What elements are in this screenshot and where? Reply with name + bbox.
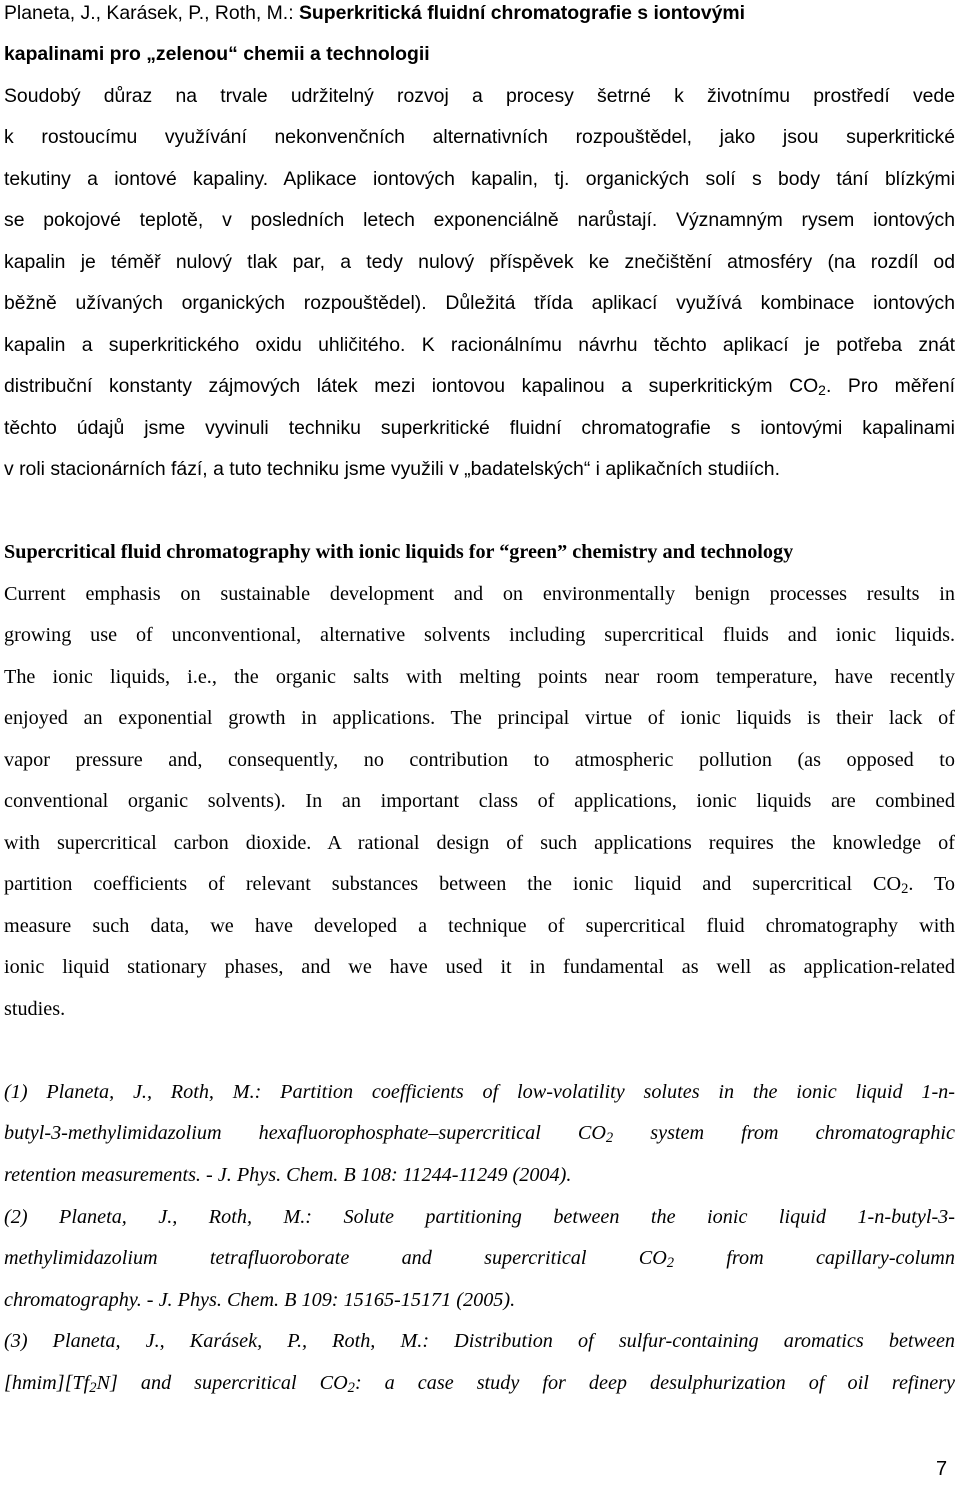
czech-body-text: . Pro měření: [825, 375, 956, 397]
czech-body-line: k rostoucímu využívání nekonvenčních alternativních rozpouštědel, jako jsou superkritické: [4, 126, 955, 148]
reference-1-line: retention measurements. - J. Phys. Chem. B 108: 11244-11249 (2004).: [4, 1164, 572, 1186]
subscript: 2: [818, 382, 826, 399]
english-body-line: ionic liquid stationary phases, and we have used it in fundamental as well as application-related: [4, 956, 955, 978]
reference-1-line: [4, 1122, 955, 1145]
czech-title-line-2: kapalinami pro „zelenou“ chemii a technologii: [4, 43, 430, 65]
english-body-line: The ionic liquids, i.e., the organic salts with melting points near room temperature, have recently: [4, 666, 955, 688]
english-body-line: [4, 873, 955, 896]
subscript: 2: [666, 1255, 675, 1272]
czech-body-line: tekutiny a iontové kapaliny. Aplikace iontových kapalin, tj. organických solí s body tání blízkými: [4, 168, 955, 190]
reference-3-line: [4, 1372, 955, 1395]
header-colon: :: [288, 2, 299, 24]
reference-text: : a case study for deep desulphurization of oil refinery: [354, 1372, 955, 1394]
czech-body-line: v roli stacionárních fází, a tuto techniku jsme využili v „badatelských“ i aplikačních studiích.: [4, 458, 780, 480]
subscript: 2: [605, 1130, 614, 1147]
czech-title-line-1: [4, 2, 745, 25]
czech-body-line: [4, 375, 955, 398]
reference-text: butyl-3-methylimidazolium hexafluorophosphate–supercritical CO: [4, 1122, 606, 1144]
subscript: 2: [89, 1380, 97, 1397]
english-body-line: conventional organic solvents). In an important class of applications, ionic liquids are combined: [4, 790, 955, 812]
english-body-line: growing use of unconventional, alternative solvents including supercritical fluids and ionic liquids.: [4, 624, 955, 646]
english-body-text: . To: [908, 873, 956, 895]
subscript: 2: [901, 881, 909, 898]
subscript: 2: [347, 1380, 355, 1397]
english-body-text: partition coefficients of relevant substances between the ionic liquid and supercritical CO: [4, 873, 902, 895]
czech-body-line: Soudobý důraz na trvale udržitelný rozvoj a procesy šetrné k životnímu prostředí vede: [4, 85, 955, 107]
reference-2-line: (2) Planeta, J., Roth, M.: Solute partitioning between the ionic liquid 1-n-butyl-3-: [4, 1206, 955, 1228]
reference-text: from capillary-column: [674, 1247, 955, 1269]
reference-3-line: (3) Planeta, J., Karásek, P., Roth, M.: Distribution of sulfur-containing aromatics between: [4, 1330, 955, 1352]
czech-body-line: kapalin je téměř nulový tlak par, a tedy nulový příspěvek ke znečištění atmosféry (na rozdíl od: [4, 251, 955, 273]
reference-text: methylimidazolium tetrafluoroborate and supercritical CO: [4, 1247, 667, 1269]
reference-2-line: chromatography. - J. Phys. Chem. B 109: 15165-15171 (2005).: [4, 1289, 516, 1311]
czech-title: Superkritická fluidní chromatografie s iontovými: [298, 2, 746, 24]
english-body-line: enjoyed an exponential growth in applications. The principal virtue of ionic liquids is their lack of: [4, 707, 955, 729]
page-number: 7: [936, 1458, 948, 1480]
czech-body-text: distribuční konstanty zájmových látek mezi iontovou kapalinou a superkritickým CO: [4, 375, 819, 397]
czech-body-line: těchto údajů jsme vyvinuli techniku superkritické fluidní chromatografie s iontovými kapalinami: [4, 417, 955, 439]
english-body-line: vapor pressure and, consequently, no contribution to atmospheric pollution (as opposed to: [4, 749, 955, 771]
czech-body-line: běžně užívaných organických rozpouštědel). Důležitá třída aplikací využívá kombinace iontových: [4, 292, 955, 314]
english-body-line: Current emphasis on sustainable development and on environmentally benign processes results in: [4, 583, 955, 605]
english-body-line: studies.: [4, 998, 66, 1020]
reference-text: system from chromatographic: [613, 1122, 956, 1144]
reference-text: N] and supercritical CO: [96, 1372, 348, 1394]
reference-1-line: (1) Planeta, J., Roth, M.: Partition coefficients of low-volatility solutes in the ionic liquid 1-n-: [4, 1081, 955, 1103]
english-body-line: measure such data, we have developed a technique of supercritical fluid chromatography with: [4, 915, 955, 937]
czech-body-line: kapalin a superkritického oxidu uhličitého. K racionálnímu návrhu těchto aplikací je potřeba znát: [4, 334, 955, 356]
header-authors: Planeta, J., Karásek, P., Roth, M.: [4, 2, 289, 24]
czech-body-line: se pokojové teplotě, v posledních letech exponenciálně narůstají. Významným rysem iontových: [4, 209, 955, 231]
reference-2-line: [4, 1247, 955, 1270]
english-title: Supercritical fluid chromatography with ionic liquids for “green” chemistry and technology: [4, 541, 794, 563]
reference-text: [hmim][Tf: [4, 1372, 90, 1394]
english-body-line: with supercritical carbon dioxide. A rational design of such applications requires the knowledge of: [4, 832, 955, 854]
